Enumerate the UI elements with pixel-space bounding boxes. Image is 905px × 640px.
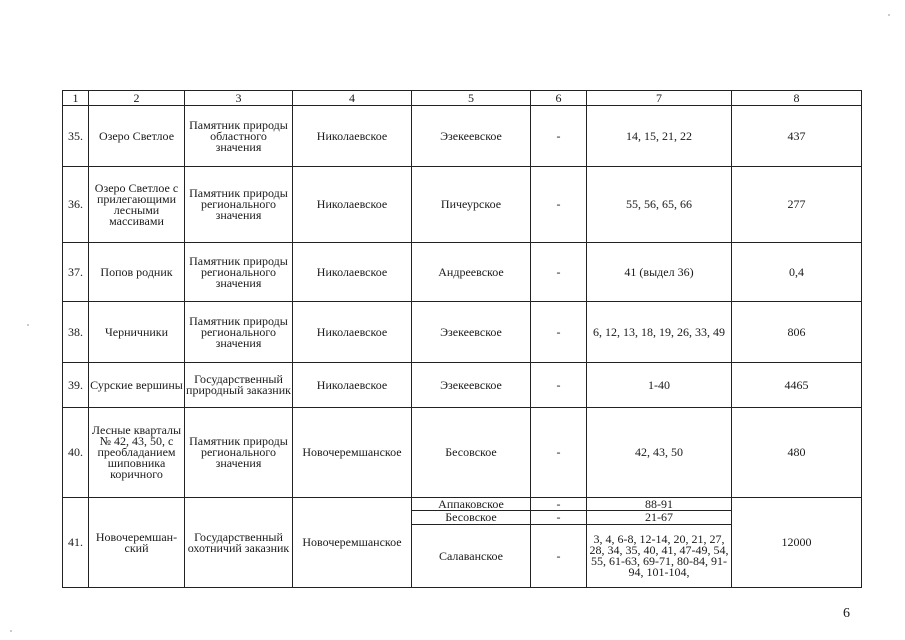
table-row bbox=[63, 302, 862, 363]
quarters: 3, 4, 6-8, 12-14, 20, 21, 27, 28, 34, 35, 40, 41, 47-49, 54, 55, 61-63, 69-71, 80-84, 91-94, 101-104, bbox=[587, 525, 732, 588]
column-header: 2 bbox=[89, 91, 185, 106]
table-row bbox=[63, 408, 862, 498]
column-header: 3 bbox=[185, 91, 293, 106]
column-header: 6 bbox=[531, 91, 587, 106]
column-6-value: - bbox=[531, 363, 587, 408]
area: 277 bbox=[732, 167, 862, 243]
forestry: Эзекеевское bbox=[412, 302, 531, 363]
forestry: Бесовское bbox=[412, 408, 531, 498]
row-number: 35. bbox=[63, 106, 89, 167]
quarters: 14, 15, 21, 22 bbox=[587, 106, 732, 167]
column-6-value: - bbox=[531, 106, 587, 167]
column-6-value: - bbox=[531, 498, 587, 511]
forestry: Эзекеевское bbox=[412, 363, 531, 408]
column-header: 5 bbox=[412, 91, 531, 106]
column-6-value: - bbox=[531, 408, 587, 498]
scan-speck bbox=[10, 630, 12, 632]
quarters: 41 (выдел 36) bbox=[587, 243, 732, 302]
district: Новочеремшанское bbox=[293, 408, 412, 498]
quarters: 42, 43, 50 bbox=[587, 408, 732, 498]
forestry: Бесовское bbox=[412, 511, 531, 525]
scan-speck bbox=[888, 14, 890, 16]
column-header: 1 bbox=[63, 91, 89, 106]
column-header: 8 bbox=[732, 91, 862, 106]
column-header: 4 bbox=[293, 91, 412, 106]
district: Новочеремшанское bbox=[293, 498, 412, 588]
object-name: Новочеремшан-ский bbox=[89, 498, 185, 588]
district: Николаевское bbox=[293, 243, 412, 302]
header-row bbox=[63, 91, 862, 106]
object-name: Сурские вершины bbox=[89, 363, 185, 408]
forestry: Пичеурское bbox=[412, 167, 531, 243]
column-6-value: - bbox=[531, 167, 587, 243]
forestry: Андреевское bbox=[412, 243, 531, 302]
district: Николаевское bbox=[293, 302, 412, 363]
row-number: 38. bbox=[63, 302, 89, 363]
row-number: 36. bbox=[63, 167, 89, 243]
area: 437 bbox=[732, 106, 862, 167]
quarters: 1-40 bbox=[587, 363, 732, 408]
district: Николаевское bbox=[293, 106, 412, 167]
column-header: 7 bbox=[587, 91, 732, 106]
object-name: Озеро Светлое с прилегающими лесными массивами bbox=[89, 167, 185, 243]
district: Николаевское bbox=[293, 167, 412, 243]
area: 0,4 bbox=[732, 243, 862, 302]
object-category: Памятник природы областного значения bbox=[185, 106, 293, 167]
object-name: Попов родник bbox=[89, 243, 185, 302]
object-category: Памятник природы регионального значения bbox=[185, 167, 293, 243]
table-row bbox=[63, 243, 862, 302]
object-category: Государственный охотничий заказник bbox=[185, 498, 293, 588]
quarters: 88-91 bbox=[587, 498, 732, 511]
object-name: Черничники bbox=[89, 302, 185, 363]
area: 806 bbox=[732, 302, 862, 363]
forestry: Салаванское bbox=[412, 525, 531, 588]
quarters: 6, 12, 13, 18, 19, 26, 33, 49 bbox=[587, 302, 732, 363]
column-6-value: - bbox=[531, 511, 587, 525]
scan-speck bbox=[27, 324, 29, 326]
forestry: Эзекеевское bbox=[412, 106, 531, 167]
area: 12000 bbox=[732, 498, 862, 588]
object-category: Памятник природы регионального значения bbox=[185, 302, 293, 363]
object-name: Лесные кварталы № 42, 43, 50, с преобладанием шиповника коричного bbox=[89, 408, 185, 498]
table-row bbox=[63, 498, 862, 511]
row-number: 41. bbox=[63, 498, 89, 588]
quarters: 55, 56, 65, 66 bbox=[587, 167, 732, 243]
column-6-value: - bbox=[531, 243, 587, 302]
protected-areas-table bbox=[62, 90, 862, 588]
object-category: Памятник природы регионального значения bbox=[185, 243, 293, 302]
district: Николаевское bbox=[293, 363, 412, 408]
object-category: Памятник природы регионального значения bbox=[185, 408, 293, 498]
row-number: 37. bbox=[63, 243, 89, 302]
page-number: 6 bbox=[843, 606, 850, 621]
area: 4465 bbox=[732, 363, 862, 408]
object-name: Озеро Светлое bbox=[89, 106, 185, 167]
row-number: 39. bbox=[63, 363, 89, 408]
quarters: 21-67 bbox=[587, 511, 732, 525]
area: 480 bbox=[732, 408, 862, 498]
row-number: 40. bbox=[63, 408, 89, 498]
table-row bbox=[63, 363, 862, 408]
table-row bbox=[63, 167, 862, 243]
column-6-value: - bbox=[531, 302, 587, 363]
column-6-value: - bbox=[531, 525, 587, 588]
table-row bbox=[63, 106, 862, 167]
forestry: Аппаковское bbox=[412, 498, 531, 511]
object-category: Государственный природный заказник bbox=[185, 363, 293, 408]
